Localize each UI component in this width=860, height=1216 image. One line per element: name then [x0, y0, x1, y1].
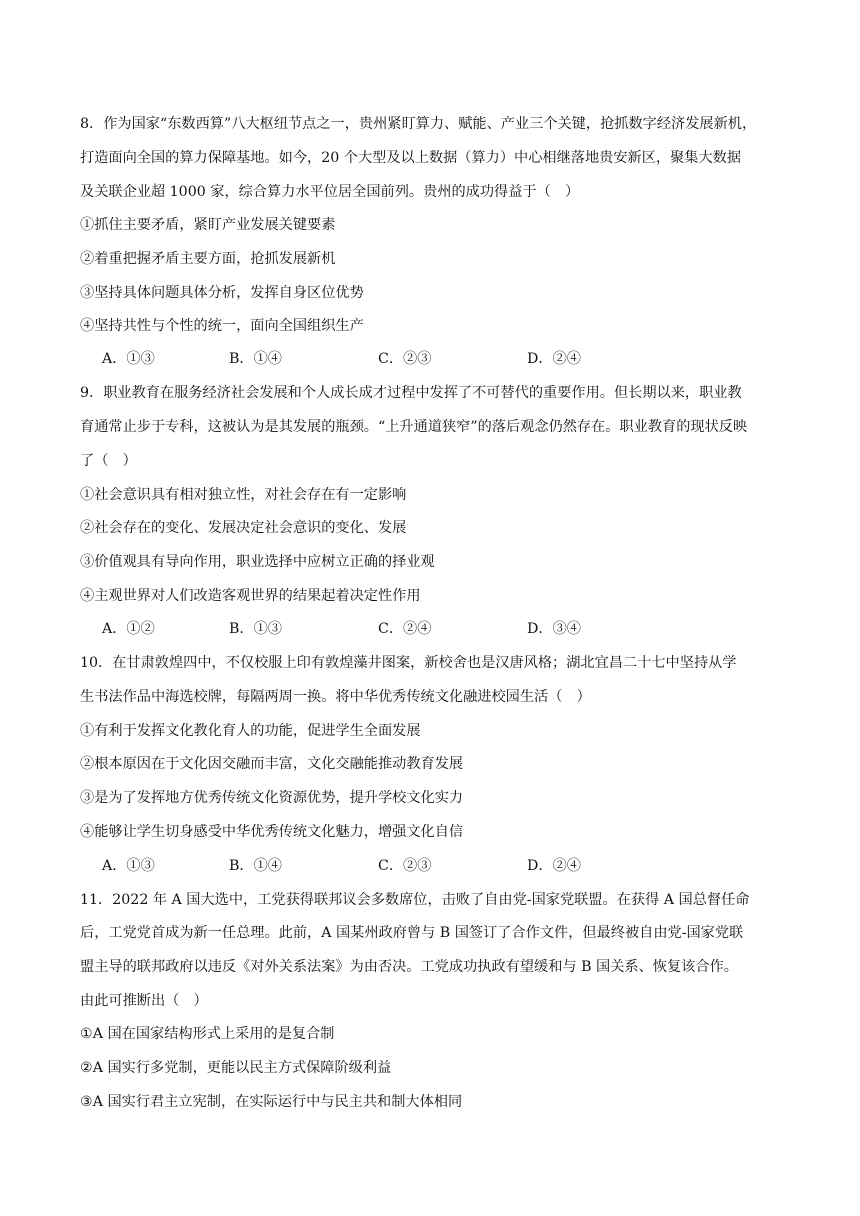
q8-item-3: ③坚持具体问题具体分析，发挥自身区位优势	[80, 285, 364, 301]
q10-item-1: ①有利于发挥文化教化育人的功能，促进学生全面发展	[80, 723, 421, 739]
q9-option-c: C．②④	[378, 621, 432, 637]
q10-stem-line-1: 10．在甘肃敦煌四中，不仅校服上印有敦煌藻井图案，新校舍也是汉唐风格；湖北宜昌二十七中坚持从学	[80, 655, 737, 671]
q8-option-b: B．①④	[229, 351, 282, 367]
q11-stem-line-2: 后，工党党首成为新一任总理。此前，A 国某州政府曾与 B 国签订了合作文件，但最终被自由党-国家党联	[80, 925, 744, 941]
q8-stem-line-3: 及关联企业超 1000 家，综合算力水平位居全国前列。贵州的成功得益于（ ）	[80, 184, 580, 200]
q8-stem-line-1: 8．作为国家“东数西算”八大枢纽节点之一，贵州紧盯算力、赋能、产业三个关键，抢抓数字经济发展新机，	[80, 116, 757, 132]
q10-option-d: D．②④	[527, 858, 581, 874]
q8-option-d: D．②④	[527, 351, 581, 367]
q9-option-b: B．①③	[229, 621, 282, 637]
q11-stem-line-1: 11．2022 年 A 国大选中，工党获得联邦议会多数席位，击败了自由党-国家党联盟。在获得 A 国总督任命	[80, 892, 750, 908]
q11-item-2: ②A 国实行多党制，更能以民主方式保障阶级利益	[80, 1060, 392, 1076]
q10-item-2: ②根本原因在于文化因交融而丰富，文化交融能推动教育发展	[80, 756, 464, 772]
q8-option-c: C．②③	[378, 351, 432, 367]
q11-item-3: ③A 国实行君主立宪制，在实际运行中与民主共和制大体相同	[80, 1094, 463, 1110]
q9-option-d: D．③④	[527, 621, 581, 637]
q8-option-a: A．①③	[102, 351, 155, 367]
q8-item-1: ①抓住主要矛盾，紧盯产业发展关键要素	[80, 217, 336, 233]
q10-item-3: ③是为了发挥地方优秀传统文化资源优势，提升学校文化实力	[80, 790, 464, 806]
q8-item-4: ④坚持共性与个性的统一，面向全国组织生产	[80, 318, 364, 334]
q10-stem-line-2: 生书法作品中海选校牌，每隔两周一换。将中华优秀传统文化融进校园生活（ ）	[80, 689, 591, 705]
q10-item-4: ④能够让学生切身感受中华优秀传统文化魅力，增强文化自信	[80, 824, 464, 840]
q9-item-3: ③价值观具有导向作用，职业选择中应树立正确的择业观	[80, 554, 435, 570]
q9-item-4: ④主观世界对人们改造客观世界的结果起着决定性作用	[80, 588, 421, 604]
q10-option-b: B．①④	[229, 858, 282, 874]
q11-stem-line-3: 盟主导的联邦政府以违反《对外关系法案》为由否决。工党成功执政有望缓和与 B 国关系、恢复该合作。	[80, 959, 738, 975]
q8-stem-line-2: 打造面向全国的算力保障基地。如今，20 个大型及以上数据（算力）中心相继落地贵安新区，聚集大数据	[80, 150, 742, 166]
q9-stem-line-1: 9．职业教育在服务经济社会发展和个人成长成才过程中发挥了不可替代的重要作用。但长期以来，职业教	[80, 385, 742, 401]
q11-item-1: ①A 国在国家结构形式上采用的是复合制	[80, 1026, 335, 1042]
q9-item-2: ②社会存在的变化、发展决定社会意识的变化、发展	[80, 520, 407, 536]
q9-stem-line-3: 了（ ）	[80, 453, 137, 469]
q9-stem-line-2: 育通常止步于专科，这被认为是其发展的瓶颈。“上升通道狭窄”的落后观念仍然存在。职业教育的现状反映	[80, 419, 748, 435]
q10-option-c: C．②③	[378, 858, 432, 874]
q10-option-a: A．①③	[102, 858, 155, 874]
q9-option-a: A．①②	[102, 621, 155, 637]
q11-stem-line-4: 由此可推断出（ ）	[80, 993, 208, 1009]
q8-item-2: ②着重把握矛盾主要方面，抢抓发展新机	[80, 251, 336, 267]
q9-item-1: ①社会意识具有相对独立性，对社会存在有一定影响	[80, 487, 407, 503]
